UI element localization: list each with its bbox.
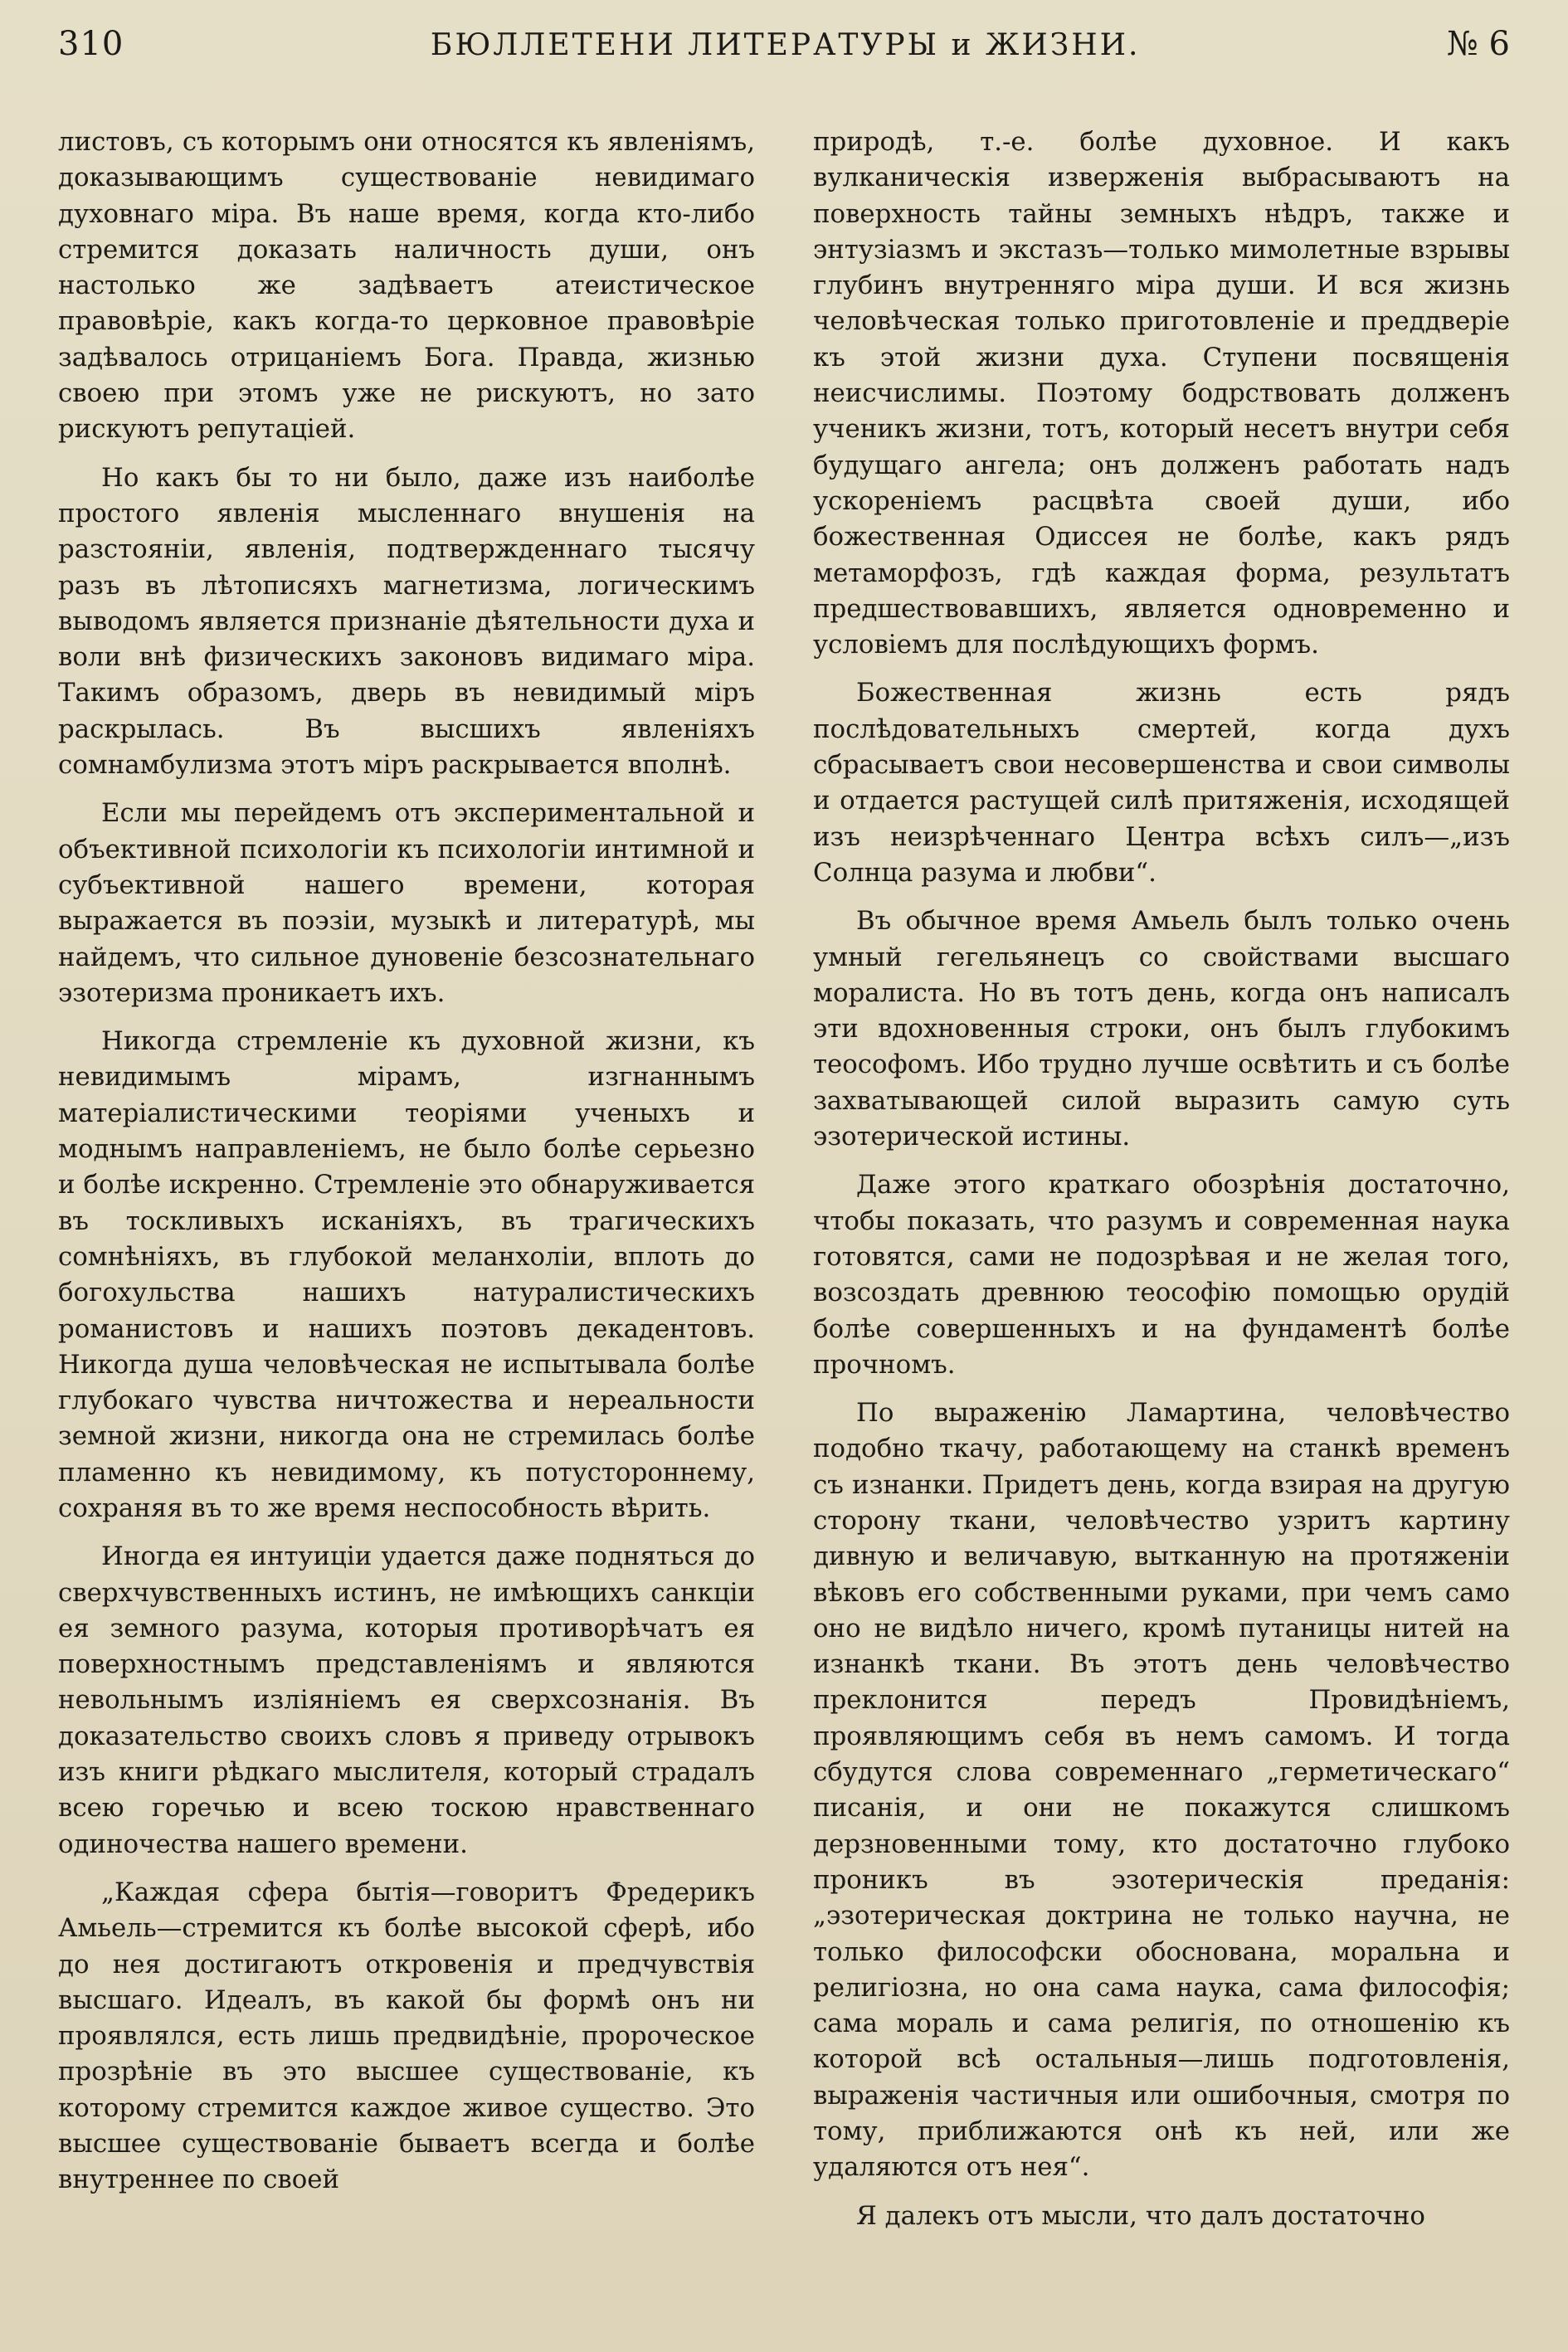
text-columns [58, 124, 1510, 2247]
running-title: БЮЛЛЕТЕНИ ЛИТЕРАТУРЫ и ЖИЗНИ. [430, 28, 1141, 62]
left-column [58, 124, 755, 2247]
paragraph: Никогда стремленіе къ духовной жизни, къ невидимымъ мірамъ, изгнаннымъ матеріалистическими теоріями ученыхъ и моднымъ направленіемъ, не было болѣе серьезно и болѣе искренно. Стремленіе это обнаруживается въ тоскливыхъ исканіяхъ, въ трагическихъ сомнѣніяхъ, въ глубокой меланхоліи, вплоть до богохульства нашихъ натуралистическихъ романистовъ и нашихъ поэтовъ декадентовъ. Никогда душа человѣческая не испытывала болѣе глубокаго чувства ничтожества и нереальности земной жизни, никогда она не стремилась болѣе пламенно къ невидимому, къ потустороннему, сохраняя въ то же время неспособность вѣрить. [58, 1026, 755, 1523]
paragraph: Божественная жизнь есть рядъ послѣдовательныхъ смертей, когда духъ сбрасываетъ свои несовершенства и свои символы и отдается растущей силѣ притяженія, исходящей изъ неизрѣченнаго Центра всѣхъ силъ—„изъ Солнца разума и любви“. [813, 678, 1510, 888]
paragraph: По выраженію Ламартина, человѣчество подобно ткачу, работающему на станкѣ временъ съ изнанки. Придетъ день, когда взирая на другую сторону ткани, человѣчество узритъ картину дивную и величавую, вытканную на протяженіи вѣковъ его собственными руками, при чемъ само оно не видѣло ничего, кромѣ путаницы нитей на изнанкѣ ткани. Въ этотъ день человѣчество преклонится передъ Провидѣніемъ, проявляющимъ себя въ немъ самомъ. И тогда сбудутся слова современнаго „герметическаго“ писанія, и они не покажутся слишкомъ дерзновенными тому, кто достаточно глубоко проникъ въ эзотерическія преданія: „эзотерическая доктрина не только научна, не только философски обоснована, моральна и религіозна, но она сама наука, сама философія; сама мораль и сама религія, по отношенію къ которой всѣ остальныя—лишь подготовленія, выраженія частичныя или ошибочныя, смотря по тому, приближаются онѣ къ ней, или же удаляются отъ нея“. [813, 1398, 1510, 2183]
paragraph: природѣ, т.-е. болѣе духовное. И какъ вулканическія изверженія выбрасываютъ на поверхность тайны земныхъ нѣдръ, также и энтузіазмъ и экстазъ—только мимолетные взрывы глубинъ внутренняго міра души. И вся жизнь человѣческая только приготовленіе и преддверіе къ этой жизни духа. Ступени посвященія неисчислимы. Поэтому бодрствовать долженъ ученикъ жизни, тотъ, который несетъ внутри себя будущаго ангела; онъ долженъ работать надъ ускореніемъ расцвѣта своей души, ибо божественная Одиссея не болѣе, какъ рядъ метаморфозъ, гдѣ каждая форма, результатъ предшествовавшихъ, является одновременно и условіемъ для послѣдующихъ формъ. [813, 127, 1510, 660]
paragraph: Въ обычное время Амьель былъ только очень умный гегельянецъ со свойствами высшаго моралиста. Но въ тотъ день, когда онъ написалъ эти вдохновенныя строки, онъ былъ глубокимъ теософомъ. Ибо трудно лучше освѣтить и съ болѣе захватывающей силой выразить самую суть эзотерической истины. [813, 906, 1510, 1152]
page-header [58, 25, 1510, 91]
paragraph: Если мы перейдемъ отъ экспериментальной и объективной психологіи къ психологіи интимной и субъективной нашего времени, которая выражается въ поэзіи, музыкѣ и литературѣ, мы найдемъ, что сильное дуновеніе безсознательнаго эзотеризма проникаетъ ихъ. [58, 798, 755, 1008]
paragraph: листовъ, съ которымъ они относятся къ явленіямъ, доказывающимъ существованіе невидимаго духовнаго міра. Въ наше время, когда кто-либо стремится доказать наличность души, онъ настолько же задѣваетъ атеистическое правовѣріе, какъ когда-то церковное правовѣріе задѣвалось отрицаніемъ Бога. Правда, жизнью своею при этомъ уже не рискуютъ, но зато рискуютъ репутаціей. [58, 127, 755, 445]
right-column [813, 124, 1510, 2247]
paragraph: „Каждая сфера бытія—говоритъ Фредерикъ Амьель—стремится къ болѣе высокой сферѣ, ибо до нея достигаютъ откровенія и предчувствія высшаго. Идеалъ, въ какой бы формѣ онъ ни проявлялся, есть лишь предвидѣніе, пророческое прозрѣніе въ это высшее существованіе, къ которому стремится каждое живое существо. Это высшее существованіе бываетъ всегда и болѣе внутреннее по своей [58, 1877, 755, 2195]
page-number: 310 [58, 25, 124, 63]
paragraph: Иногда ея интуиціи удается даже подняться до сверхчувственныхъ истинъ, не имѣющихъ санкціи ея земного разума, которыя противорѣчатъ ея поверхностнымъ представленіямъ и являются невольнымъ изліяніемъ ея сверхсознанія. Въ доказательство своихъ словъ я приведу отрывокъ изъ книги рѣдкаго мыслителя, который страдалъ всею горечью и всею тоскою нравственнаго одиночества нашего времени. [58, 1541, 755, 1859]
paragraph: Но какъ бы то ни было, даже изъ наиболѣе простого явленія мысленнаго внушенія на разстояніи, явленія, подтвержденнаго тысячу разъ въ лѣтописяхъ магнетизма, логическимъ выводомъ является признаніе дѣятельности духа и воли внѣ физическихъ законовъ видимаго міра. Такимъ образомъ, дверь въ невидимый міръ раскрылась. Въ высшихъ явленіяхъ сомнамбулизма этотъ міръ раскрывается вполнѣ. [58, 462, 755, 781]
issue-number: № 6 [1446, 25, 1510, 63]
paragraph: Я далекъ отъ мысли, что далъ достаточно [856, 2200, 1425, 2231]
paragraph: Даже этого краткаго обозрѣнія достаточно, чтобы показать, что разумъ и современная наука готовятся, сами не подозрѣвая и не желая того, возсоздать древнюю теософію помощью орудій болѣе совершенныхъ и на фундаментѣ болѣе прочномъ. [813, 1170, 1510, 1380]
